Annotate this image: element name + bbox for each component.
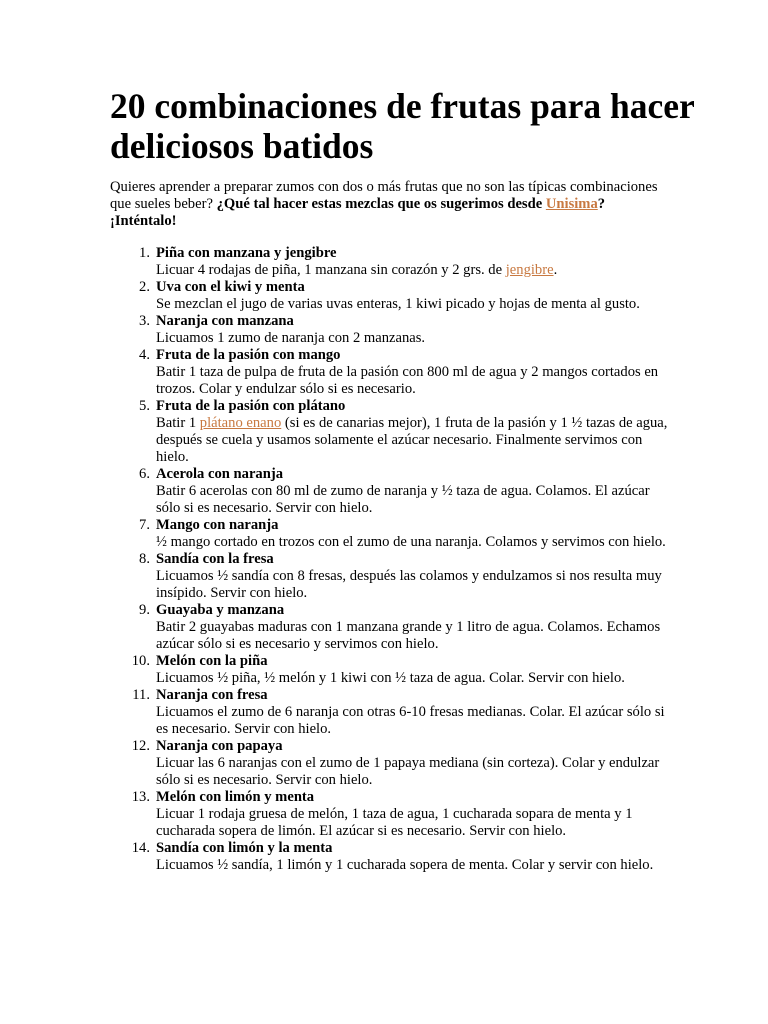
recipe-title: Naranja con manzana (156, 313, 294, 329)
recipe-description: Licuar las 6 naranjas con el zumo de 1 papaya mediana (sin corteza). Colar y endulzar sólo si es necesario. Servir con hielo. (156, 755, 660, 788)
list-item (110, 466, 670, 517)
recipe-description: Se mezclan el jugo de varias uvas enteras, 1 kiwi picado y hojas de menta al gusto. (156, 296, 640, 312)
list-item (110, 687, 670, 738)
recipe-title: Uva con el kiwi y menta (156, 279, 305, 295)
recipe-title: Sandía con la fresa (156, 551, 274, 567)
recipe-title: Mango con naranja (156, 517, 279, 533)
list-item (110, 551, 670, 602)
recipe-title: Piña con manzana y jengibre (156, 245, 337, 261)
recipe-description: Batir 6 acerolas con 80 ml de zumo de naranja y ½ taza de agua. Colamos. El azúcar sólo si es necesario. Servir con hielo. (156, 483, 650, 516)
page-title: 20 combinaciones de frutas para hacer deliciosos batidos (110, 86, 695, 166)
ingredient-link[interactable]: plátano enano (199, 415, 282, 431)
recipe-title: Guayaba y manzana (156, 602, 285, 618)
list-item (110, 245, 670, 279)
recipe-title: Acerola con naranja (156, 466, 284, 482)
recipe-list (110, 245, 670, 874)
recipe-description: Licuamos ½ sandía con 8 fresas, después las colamos y endulzamos si nos resulta muy insípido. Servir con hielo. (156, 568, 662, 601)
intro-paragraph (110, 179, 670, 230)
recipe-description: Batir 1 taza de pulpa de fruta de la pasión con 800 ml de agua y 2 mangos cortados en trozos. Colar y endulzar sólo si es necesario. (156, 364, 659, 397)
recipe-description (156, 262, 670, 279)
recipe-title: Fruta de la pasión con plátano (156, 398, 346, 414)
list-item-number: 1. (139, 245, 150, 261)
list-item-number: 4. (139, 347, 150, 363)
ingredient-link[interactable]: jengibre (505, 262, 554, 278)
list-item-number: 7. (139, 517, 150, 533)
recipe-title: Fruta de la pasión con mango (156, 347, 341, 363)
unisima-link[interactable]: Unisima (545, 196, 598, 212)
recipe-title: Melón con limón y menta (156, 789, 315, 805)
recipe-description (156, 415, 670, 466)
recipe-description: ½ mango cortado en trozos con el zumo de una naranja. Colamos y servimos con hielo. (156, 534, 666, 550)
list-item (110, 313, 670, 347)
list-item (110, 653, 670, 687)
list-item (110, 602, 670, 653)
recipe-description: Licuar 1 rodaja gruesa de melón, 1 taza de agua, 1 cucharada sopara de menta y 1 cucharada sopera de limón. El azúcar si es necesario. Servir con hielo. (156, 806, 633, 839)
recipe-title: Sandía con limón y la menta (156, 840, 333, 856)
recipe-title: Naranja con fresa (156, 687, 268, 703)
recipe-description: Licuamos ½ sandía, 1 limón y 1 cucharada sopera de menta. Colar y servir con hielo. (156, 857, 654, 873)
list-item (110, 347, 670, 398)
list-item (110, 279, 670, 313)
recipe-description: Licuamos 1 zumo de naranja con 2 manzanas. (156, 330, 426, 346)
list-item-number: 6. (139, 466, 150, 482)
list-item (110, 398, 670, 466)
list-item-number: 13. (131, 789, 150, 805)
list-item-number: 8. (139, 551, 150, 567)
recipe-description-text: Licuar 4 rodajas de piña, 1 manzana sin corazón y 2 grs. de (156, 262, 503, 278)
list-item (110, 789, 670, 840)
recipe-description: Licuamos ½ piña, ½ melón y 1 kiwi con ½ taza de agua. Colar. Servir con hielo. (156, 670, 625, 686)
list-item-number: 5. (139, 398, 150, 414)
list-item-number: 2. (139, 279, 150, 295)
list-item (110, 840, 670, 874)
list-item (110, 738, 670, 789)
list-item-number: 10. (131, 653, 150, 669)
list-item-number: 11. (132, 687, 150, 703)
list-item (110, 517, 670, 551)
recipe-description-text: Batir 1 (156, 415, 197, 431)
recipe-description: Licuamos el zumo de 6 naranja con otras 6-10 fresas medianas. Colar. El azúcar sólo si es necesario. Servir con hielo. (156, 704, 665, 737)
intro-text: Quieres aprender a preparar zumos con dos o más frutas que no son las típicas combinaciones que sueles beber? (110, 179, 658, 212)
recipe-description: Batir 2 guayabas maduras con 1 manzana grande y 1 litro de agua. Colamos. Echamos azúcar sólo si es necesario y servimos con hielo. (156, 619, 661, 652)
recipe-description-text: (si es de canarias mejor), 1 fruta de la pasión y 1 ½ tazas de agua, después se cuela y usamos solamente el azúcar necesario. Finalmente servimos con hielo. (156, 415, 668, 465)
recipe-title: Melón con la piña (156, 653, 268, 669)
list-item-number: 14. (131, 840, 150, 856)
intro-bold-post: ? ¡Inténtalo! (110, 196, 606, 229)
recipe-description-text: . (553, 262, 558, 278)
list-item-number: 3. (139, 313, 150, 329)
intro-bold-pre: ¿Qué tal hacer estas mezclas que os sugerimos desde (216, 196, 543, 212)
recipe-title: Naranja con papaya (156, 738, 283, 754)
list-item-number: 12. (131, 738, 150, 754)
list-item-number: 9. (139, 602, 150, 618)
